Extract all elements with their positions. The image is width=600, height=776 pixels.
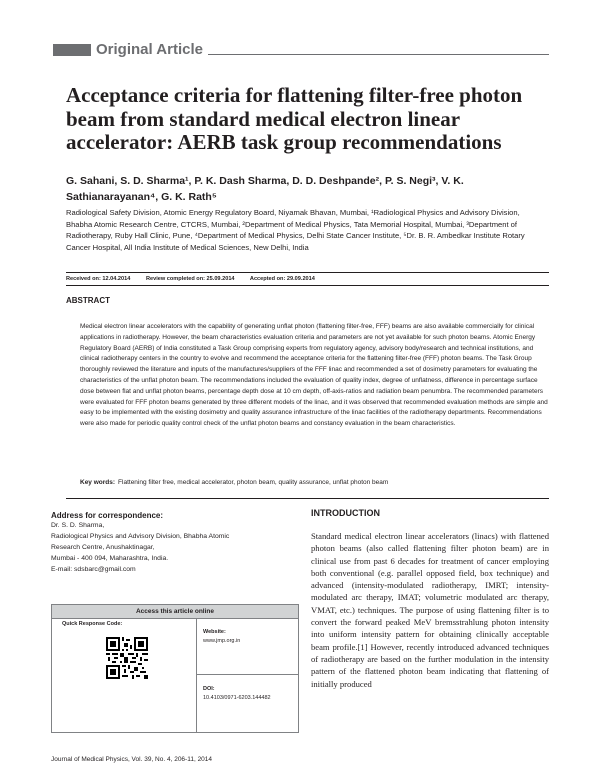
info-cell	[197, 619, 298, 732]
correspondence-line: Mumbai - 400 094, Maharashtra, India.	[51, 555, 169, 562]
journal-footer: Journal of Medical Physics, Vol. 39, No. 4, 206-11, 2014	[51, 756, 213, 763]
abstract-heading: ABSTRACT	[66, 296, 110, 305]
dates	[66, 276, 329, 282]
accepted-date: Accepted on: 29.09.2014	[249, 276, 315, 282]
correspondence-heading: Address for correspondence:	[51, 511, 164, 520]
divider	[66, 498, 549, 499]
website-label: Website:	[203, 629, 226, 635]
correspondence-line: Dr. S. D. Sharma,	[51, 522, 105, 529]
qr-code-icon[interactable]	[106, 637, 148, 679]
keywords-label: Key words:	[80, 479, 116, 486]
correspondence-line: Research Centre, Anushaktinagar,	[51, 544, 155, 551]
website-link[interactable]: www.jmp.org.in	[203, 638, 241, 644]
correspondence	[51, 511, 297, 575]
access-box	[51, 604, 299, 733]
correspondence-email[interactable]: E-mail: sdsbarc@gmail.com	[51, 566, 136, 573]
article-title: Acceptance criteria for flattening filter-free photon beam from standard medical electron linear accelerator: AERB task group recommendations	[66, 83, 523, 154]
correspondence-line: Radiological Physics and Advisory Division, Bhabha Atomic	[51, 533, 230, 540]
introduction-heading: INTRODUCTION	[311, 508, 380, 518]
abstract-body: Medical electron linear accelerators with the capability of generating unflat photon (flattening filter-free, FFF) beams are also available commercially for clinical applications in radiotherapy. However, the beam characteristics evaluation criteria and parameters are not yet available for such photon beams. Atomic Energy Regulatory Board (AERB) of India constituted a Task Group comprising experts from regulatory agency, advisory body/research and technical institutions, and clinical radiotherapy centers in the country to evolve and recommend the acceptance criteria for the flattening filter-free (FFF) photon beams. The Task Group thoroughly reviewed the literature and inputs of the manufactures/suppliers of the FFF linac and recommended a set of dosimetry parameters for evaluating the characteristics of the unflat photon beam. The recommendations included the evaluation of quality index, degree of unflatness, difference in percentage surface dose between flat and unflat photon beams, percentage depth dose at 10 cm depth, off-axis-ratios and radiation beam penumbra. The recommended parameters were evaluated for FFF photon beams generated by three different models of the linac, and it was observed that recommended evaluation methods are simple and easy to be implemented with the existing dosimetry and quality assurance infrastructure of the linac facilities of the radiotherapy departments. Recommendations were also made for periodic quality control check of the unflat photon beams and constancy evaluation in the beam characteristics.	[80, 323, 548, 428]
qr-label: Quick Response Code:	[62, 621, 123, 627]
header-bar	[53, 44, 91, 56]
authors: G. Sahani, S. D. Sharma¹, P. K. Dash Sharma, D. D. Deshpande², P. S. Negi³, V. K. Sathianarayanan⁴, G. K. Rath⁵	[66, 175, 464, 203]
introduction-body: Standard medical electron linear accelerators (linacs) with flattened photon beams (also called flattening filter photon beam) are in clinical use from past 6 decades for treatment of cancer employing both conventional (e.g. parallel opposed field, box technique) and advanced (intensity-modulated radiotherapy, IMRT; intensity-modulated arc therapy, IMAT; volumetric modulated arc therapy, VMAT, etc.) techniques. The purpose of using flattening filter is to convert the forward peaked MeV bremsstrahlung photon intensity into uniform intensity pattern for obtaining clinically acceptable beam profile.[1] However, recently introduced advanced techniques of radiotherapy are based on the further modulation in the intensity pattern of the flattened photon beam indicating that flattening of initially produced	[311, 531, 549, 689]
doi-row	[197, 676, 298, 732]
review-date: Review completed on: 25.09.2014	[145, 276, 235, 282]
received-date: Received on: 12.04.2014	[66, 276, 131, 282]
doi-label: DOI:	[203, 686, 215, 692]
section-label: Original Article	[96, 41, 203, 58]
doi-link[interactable]: 10.4103/0971-6203.144482	[203, 695, 271, 701]
divider	[66, 285, 549, 286]
header-rule	[208, 54, 549, 55]
affiliations: Radiological Safety Division, Atomic Energy Regulatory Board, Niyamak Bhavan, Mumbai, ¹Radiological Physics and Advisory Division, Bhabha Atomic Research Centre, CTCRS, Mumbai, ²Department of Medical Physics, Tata Memorial Hospital, Mumbai, ³Department of Radiotherapy, Ruby Hall Clinic, Pune, ⁴Department of Medical Physics, Delhi State Cancer Institute, ⁵Dr. B. R. Ambedkar Institute Rotary Cancer Hospital, All India Institute of Medical Sciences, New Delhi, India	[66, 208, 525, 252]
divider	[66, 272, 549, 273]
website-row	[197, 619, 298, 675]
keywords	[80, 479, 548, 486]
qr-cell	[52, 619, 197, 732]
access-heading: Access this article online	[52, 605, 298, 619]
keywords-text: Flattening filter free, medical accelerator, photon beam, quality assurance, unflat photon beam	[118, 479, 389, 486]
